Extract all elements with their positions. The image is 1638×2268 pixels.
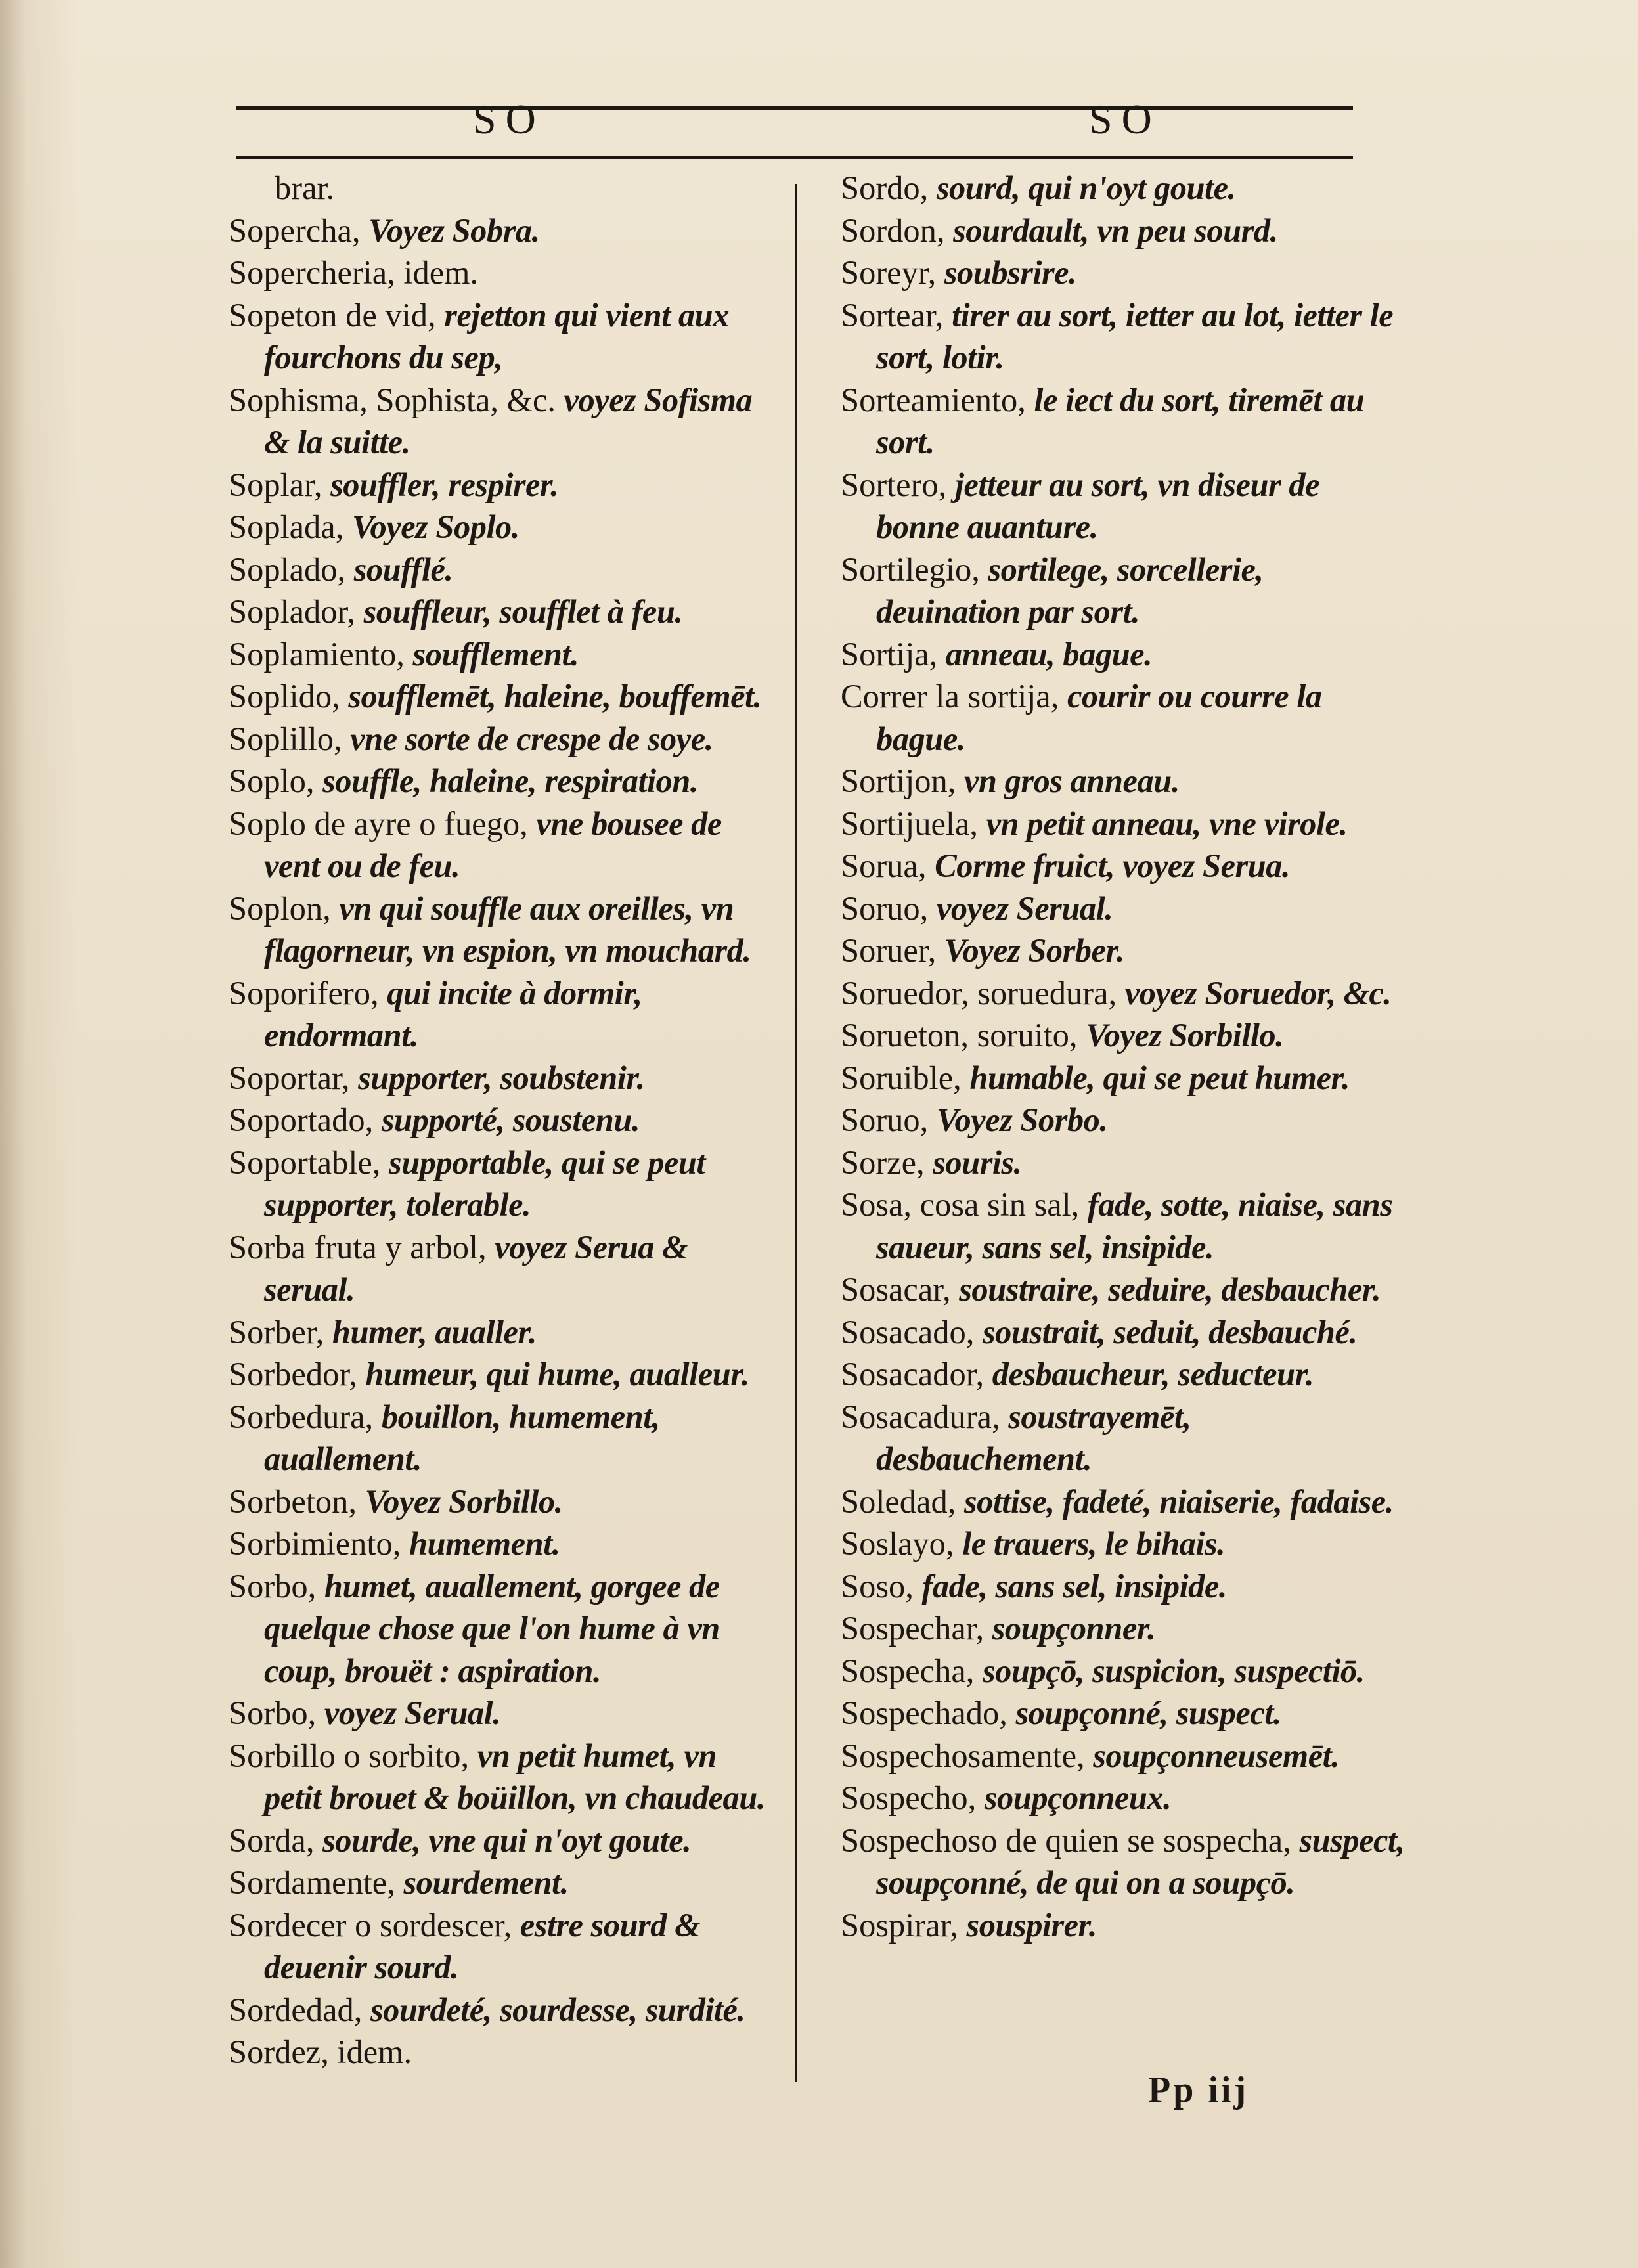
left-column [229, 167, 780, 2074]
dictionary-entry [841, 464, 1406, 548]
entry-headword: Sortilegio, [841, 550, 988, 588]
dictionary-entry [841, 210, 1406, 252]
dictionary-entry [841, 1904, 1406, 1947]
dictionary-entry [229, 506, 780, 548]
dictionary-entry [229, 1480, 780, 1523]
dictionary-entry [841, 379, 1406, 464]
dictionary-entry [229, 379, 780, 464]
entry-headword: Sorze, [841, 1144, 933, 1181]
entry-headword: Sorbo, [229, 1567, 324, 1605]
entry-definition: supporté, soustenu. [381, 1101, 640, 1138]
entry-headword: Sosa, cosa sin sal, [841, 1186, 1088, 1223]
entry-definition: voyez Soruedor, &c. [1124, 974, 1392, 1012]
dictionary-entry [841, 1819, 1413, 1904]
dictionary-entry [841, 845, 1406, 887]
running-head-left: SO [473, 96, 545, 143]
entry-definition: estre sourd & deuenir sourd. [264, 1906, 709, 1986]
entry-definition: sortilege, sorcellerie, deuination par sort. [876, 550, 1272, 630]
entry-definition: sourdeté, sourdesse, surdité. [370, 1991, 745, 2028]
dictionary-entry [229, 1565, 780, 1693]
entry-headword: Sortero, [841, 466, 955, 503]
dictionary-entry [841, 675, 1406, 760]
dictionary-entry [229, 1692, 780, 1735]
entry-headword: Sorbo, [229, 1695, 324, 1731]
entry-definition: vn petit anneau, vne virole. [986, 805, 1348, 842]
entry-headword: Soportable, [229, 1144, 389, 1181]
dictionary-entry [841, 1353, 1406, 1396]
entry-definition: vn petit humet, vn petit brouet & boüillon, vn chaudeau. [264, 1737, 765, 1816]
dictionary-entry [841, 1777, 1406, 1819]
entry-definition: humeur, qui hume, aualleur. [365, 1356, 749, 1392]
entry-headword: Sordedad, [229, 1991, 370, 2028]
entry-definition: humable, qui se peut humer. [969, 1059, 1350, 1096]
entry-definition: le trauers, le bihais. [962, 1525, 1226, 1562]
entry-headword: Sortear, [841, 296, 952, 334]
entry-headword: Sorueton, soruito, [841, 1017, 1086, 1054]
entry-definition: soubsrire. [944, 254, 1077, 291]
entry-definition: suspect, soupçonné, de qui on a soupçō. [876, 1821, 1413, 1901]
entry-headword: Sortija, [841, 635, 946, 673]
entry-definition: souris. [933, 1144, 1022, 1181]
dictionary-entry [841, 633, 1406, 676]
entry-definition: soupçonné, suspect. [1015, 1695, 1281, 1731]
dictionary-entry [229, 167, 780, 210]
entry-headword: Sordo, [841, 169, 937, 206]
entry-definition: humement. [409, 1525, 560, 1562]
entry-headword: Sorbillo o sorbito, [229, 1737, 477, 1774]
entry-definition: Voyez Sobra. [368, 211, 540, 249]
entry-headword: Soruer, [841, 932, 944, 969]
dictionary-entry [841, 1057, 1406, 1100]
entry-headword: Sorbimiento, [229, 1525, 409, 1562]
entry-headword: Sospecho, [841, 1779, 985, 1816]
dictionary-entry [841, 252, 1406, 294]
dictionary-entry [841, 548, 1406, 633]
entry-headword: Sorba fruta y arbol, [229, 1228, 495, 1266]
dictionary-entry [229, 803, 780, 887]
entry-headword: Soso, [841, 1567, 922, 1605]
entry-definition: sourdement. [403, 1864, 569, 1901]
dictionary-entry [841, 1184, 1406, 1268]
entry-definition: voyez Sofisma & la suitte. [264, 381, 761, 460]
entry-definition: soustraire, seduire, desbaucher. [959, 1271, 1381, 1308]
entry-definition: bouillon, humement, auallement. [264, 1398, 669, 1477]
dictionary-entry [229, 464, 780, 506]
entry-definition: fade, sans sel, insipide. [921, 1567, 1227, 1605]
entry-definition: sourd, qui n'oyt goute. [936, 169, 1236, 206]
dictionary-entry [841, 1692, 1406, 1735]
entry-headword: Soledad, [841, 1482, 964, 1520]
dictionary-entry [229, 1861, 780, 1904]
entry-definition: jetteur au sort, vn diseur de bonne auanture. [876, 466, 1328, 545]
entry-headword: brar. [275, 169, 335, 206]
entry-definition: soustrait, seduit, desbauché. [982, 1313, 1358, 1350]
dictionary-entry [229, 760, 780, 803]
entry-definition: soufflemēt, haleine, bouffemēt. [348, 678, 762, 715]
entry-definition: humer, aualler. [332, 1313, 537, 1350]
entry-headword: Soporifero, [229, 974, 387, 1012]
entry-definition: voyez Serua & serual. [264, 1228, 696, 1308]
dictionary-entry [229, 718, 780, 761]
dictionary-entry [229, 294, 780, 379]
signature-mark: Pp iij [1148, 2070, 1249, 2110]
dictionary-entry [229, 972, 780, 1057]
entry-headword: Sorbedura, [229, 1398, 382, 1435]
dictionary-entry [229, 633, 780, 676]
entry-headword: Sordecer o sordescer, [229, 1906, 520, 1944]
entry-headword: Sorbedor, [229, 1356, 366, 1392]
entry-definition: Voyez Sorbillo. [365, 1482, 563, 1520]
dictionary-entry [841, 1014, 1406, 1057]
header-top-rule [236, 106, 1353, 110]
entry-definition: supportable, qui se peut supporter, tolerable. [264, 1144, 714, 1223]
entry-headword: Soplar, [229, 466, 331, 503]
entry-definition: soupçō, suspicion, suspectiō. [982, 1652, 1365, 1689]
header-bottom-rule [236, 156, 1353, 159]
entry-definition: courir ou courre la bague. [876, 678, 1330, 757]
entry-headword: Sospechosamente, [841, 1737, 1094, 1774]
dictionary-entry [229, 1989, 780, 2032]
dictionary-entry [229, 252, 780, 294]
entry-definition: tirer au sort, ietter au lot, ietter le sort, lotir. [876, 296, 1402, 376]
entry-definition: Voyez Sorber. [944, 932, 1124, 969]
entry-definition: souffleur, soufflet à feu. [363, 593, 683, 630]
entry-definition: vne bousee de vent ou de feu. [264, 805, 730, 884]
entry-definition: souffle, haleine, respiration. [322, 763, 699, 799]
dictionary-entry [229, 1735, 780, 1819]
dictionary-entry [229, 1396, 780, 1480]
dictionary-entry [841, 1268, 1406, 1311]
dictionary-entry [841, 1480, 1406, 1523]
entry-headword: Sopercha, [229, 211, 369, 249]
entry-headword: Soruible, [841, 1059, 970, 1096]
entry-definition: vn qui souffle aux oreilles, vn flagorneur, vn espion, vn mouchard. [264, 889, 751, 969]
entry-headword: Sorbeton, [229, 1482, 365, 1520]
entry-definition: soupçonneusemēt. [1093, 1737, 1340, 1774]
dictionary-entry [841, 1142, 1406, 1184]
entry-definition: supporter, soubstenir. [358, 1059, 645, 1096]
dictionary-entry [841, 1311, 1406, 1354]
entry-definition: soufflé. [353, 550, 453, 588]
entry-headword: Soruo, [841, 1101, 937, 1138]
dictionary-entry [841, 1607, 1406, 1650]
dictionary-entry [841, 1396, 1406, 1480]
entry-definition: voyez Serual. [936, 889, 1113, 927]
entry-definition: vne sorte de crespe de soye. [350, 720, 713, 757]
entry-headword: Soruo, [841, 889, 937, 927]
entry-headword: Sospirar, [841, 1906, 967, 1944]
running-head-right: SO [1089, 96, 1161, 143]
entry-headword: Sorda, [229, 1821, 323, 1859]
entry-headword: Soportar, [229, 1059, 359, 1096]
entry-definition: le iect du sort, tiremēt au sort. [876, 381, 1373, 460]
entry-headword: Sospechoso de quien se sospecha, [841, 1821, 1300, 1859]
dictionary-entry [841, 1099, 1406, 1142]
entry-headword: Sorber, [229, 1313, 332, 1350]
entry-headword: Soplada, [229, 508, 352, 545]
column-divider [795, 184, 797, 2082]
entry-headword: Soslayo, [841, 1525, 963, 1562]
entry-definition: souffler, respirer. [330, 466, 559, 503]
entry-definition: vn gros anneau. [964, 763, 1180, 799]
entry-headword: Soplon, [229, 889, 340, 927]
entry-headword: Sordamente, [229, 1864, 404, 1901]
entry-definition: sottise, fadeté, niaiserie, fadaise. [963, 1482, 1394, 1520]
entry-definition: soupçonneux. [984, 1779, 1172, 1816]
entry-headword: Sosacado, [841, 1313, 983, 1350]
entry-definition: souspirer. [966, 1906, 1097, 1944]
entry-headword: Sorua, [841, 847, 935, 884]
entry-headword: Sosacadura, [841, 1398, 1009, 1435]
entry-headword: Sospechado, [841, 1695, 1016, 1731]
entry-headword: Soplador, [229, 593, 364, 630]
entry-headword: Soplo de ayre o fuego, [229, 805, 537, 842]
dictionary-entry [229, 1099, 780, 1142]
entry-headword: Sopeton de vid, [229, 296, 445, 334]
dictionary-entry [229, 2031, 780, 2074]
right-column [841, 167, 1413, 1946]
dictionary-entry [229, 1311, 780, 1354]
entry-headword: Sosacar, [841, 1271, 960, 1308]
dictionary-entry [229, 548, 780, 591]
dictionary-entry [841, 1650, 1406, 1693]
dictionary-entry [229, 887, 780, 972]
dictionary-entry [841, 760, 1406, 803]
entry-headword: Soplado, [229, 550, 354, 588]
entry-definition: Corme fruict, voyez Serua. [935, 847, 1291, 884]
entry-definition: fade, sotte, niaise, sans saueur, sans sel, insipide. [876, 1186, 1401, 1266]
entry-definition: soustrayemēt, desbauchement. [876, 1398, 1199, 1477]
entry-definition: Voyez Sorbillo. [1086, 1017, 1284, 1054]
entry-definition: sourde, vne qui n'oyt goute. [322, 1821, 692, 1859]
entry-headword: Sordez, idem. [229, 2034, 412, 2070]
dictionary-entry [229, 1819, 780, 1862]
entry-definition: Voyez Soplo. [351, 508, 520, 545]
entry-definition: qui incite à dormir, endormant. [264, 974, 650, 1054]
dictionary-entry [229, 675, 780, 718]
dictionary-entry [841, 972, 1406, 1015]
dictionary-entry [841, 1565, 1406, 1608]
entry-headword: Sordon, [841, 211, 954, 249]
dictionary-entry [841, 1523, 1406, 1565]
entry-headword: Sosacador, [841, 1356, 992, 1392]
dictionary-entry [841, 294, 1406, 379]
dictionary-entry [841, 1735, 1406, 1777]
entry-headword: Soreyr, [841, 254, 944, 291]
dictionary-entry [229, 590, 780, 633]
entry-definition: anneau, bague. [945, 635, 1153, 673]
entry-definition: soufflement. [412, 635, 579, 673]
entry-headword: Sophisma, Sophista, &c. [229, 381, 564, 418]
entry-definition: desbaucheur, seducteur. [992, 1356, 1314, 1392]
entry-headword: Sortijon, [841, 763, 964, 799]
dictionary-entry [229, 1057, 780, 1100]
entry-headword: Soplamiento, [229, 635, 413, 673]
dictionary-entry [841, 929, 1406, 972]
entry-definition: Voyez Sorbo. [936, 1101, 1108, 1138]
entry-headword: Soplillo, [229, 720, 351, 757]
entry-headword: Correr la sortija, [841, 678, 1067, 715]
entry-headword: Sorteamiento, [841, 381, 1034, 418]
entry-headword: Soplo, [229, 763, 323, 799]
dictionary-entry [229, 1142, 780, 1226]
entry-definition: voyez Serual. [324, 1695, 501, 1731]
entry-headword: Sospecha, [841, 1652, 983, 1689]
entry-headword: Soruedor, soruedura, [841, 974, 1125, 1012]
dictionary-entry [841, 887, 1406, 930]
entry-headword: Soportado, [229, 1101, 382, 1138]
entry-headword: Sortijuela, [841, 805, 986, 842]
dictionary-entry [229, 1523, 780, 1565]
dictionary-entry [841, 803, 1406, 845]
dictionary-entry [229, 1353, 780, 1396]
entry-definition: rejetton qui vient aux fourchons du sep, [264, 296, 738, 376]
dictionary-entry [229, 1904, 780, 1989]
entry-headword: Sospechar, [841, 1610, 992, 1647]
dictionary-entry [841, 167, 1406, 210]
entry-definition: humet, auallement, gorgee de quelque chose que l'on hume à vn coup, brouët : aspiration. [264, 1567, 728, 1689]
entry-headword: Sopercheria, idem. [229, 254, 479, 291]
dictionary-entry [229, 1226, 780, 1311]
dictionary-entry [229, 210, 780, 252]
entry-definition: soupçonner. [992, 1610, 1156, 1647]
entry-definition: sourdault, vn peu sourd. [953, 211, 1278, 249]
entry-headword: Soplido, [229, 678, 349, 715]
